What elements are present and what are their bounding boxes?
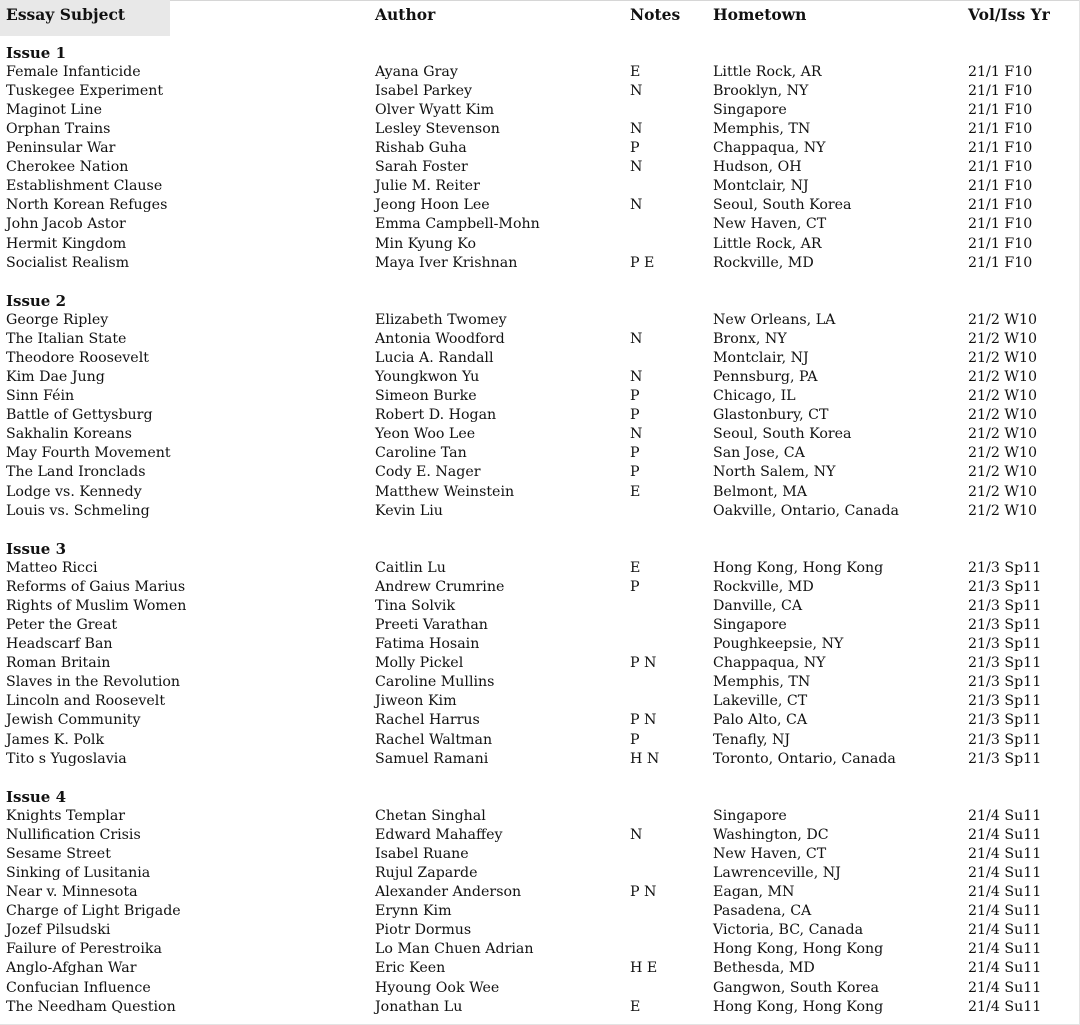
cell-essay-subject: Slaves in the Revolution — [6, 674, 181, 691]
cell-vol-iss-yr: 21/2 W10 — [968, 502, 1038, 519]
cell-essay-subject: Lincoln and Roosevelt — [6, 693, 166, 710]
cell-vol-iss-yr: 21/1 F10 — [968, 254, 1033, 271]
cell-vol-iss-yr: 21/1 F10 — [968, 83, 1033, 100]
cell-essay-subject: Hermit Kingdom — [6, 235, 127, 252]
cell-author: Simeon Burke — [375, 388, 477, 405]
cell-vol-iss-yr: 21/3 Sp11 — [968, 712, 1042, 729]
cell-author: Youngkwon Yu — [375, 369, 480, 386]
cell-author: Lucia A. Randall — [375, 350, 494, 367]
issue-heading — [0, 540, 1080, 559]
cell-vol-iss-yr: 21/4 Su11 — [968, 846, 1042, 863]
cell-vol-iss-yr: 21/1 F10 — [968, 64, 1033, 81]
cell-author: Rachel Waltman — [375, 731, 493, 748]
issue-title: Issue 1 — [6, 44, 67, 62]
cell-hometown: Memphis, TN — [713, 674, 811, 691]
table-row — [0, 444, 1080, 463]
cell-essay-subject: Knights Templar — [6, 808, 126, 825]
table-row — [0, 559, 1080, 578]
cell-notes: N — [630, 121, 643, 138]
cell-notes: P E — [630, 254, 655, 271]
table-row — [0, 387, 1080, 406]
cell-author: Samuel Ramani — [375, 750, 489, 767]
cell-essay-subject: Matteo Ricci — [6, 560, 98, 577]
header-hometown: Hometown — [713, 5, 807, 24]
cell-vol-iss-yr: 21/1 F10 — [968, 102, 1033, 119]
cell-vol-iss-yr: 21/1 F10 — [968, 121, 1033, 138]
table-row — [0, 711, 1080, 730]
cell-hometown: Palo Alto, CA — [713, 712, 808, 729]
table-row — [0, 578, 1080, 597]
cell-hometown: San Jose, CA — [713, 445, 805, 462]
table-row — [0, 254, 1080, 273]
cell-essay-subject: The Needham Question — [6, 998, 176, 1015]
cell-vol-iss-yr: 21/4 Su11 — [968, 865, 1042, 882]
cell-essay-subject: Confucian Influence — [6, 979, 151, 996]
cell-essay-subject: Kim Dae Jung — [6, 369, 105, 386]
table-row — [0, 807, 1080, 826]
table-row — [0, 692, 1080, 711]
cell-hometown: Glastonbury, CT — [713, 407, 829, 424]
table-row — [0, 463, 1080, 482]
table-row — [0, 845, 1080, 864]
table-row — [0, 654, 1080, 673]
issue-title: Issue 4 — [6, 788, 67, 806]
cell-hometown: Hong Kong, Hong Kong — [713, 560, 884, 577]
cell-vol-iss-yr: 21/1 F10 — [968, 140, 1033, 157]
cell-hometown: Singapore — [713, 617, 787, 634]
cell-essay-subject: Louis vs. Schmeling — [6, 502, 150, 519]
cell-essay-subject: Sesame Street — [6, 846, 111, 863]
cell-vol-iss-yr: 21/1 F10 — [968, 235, 1033, 252]
cell-author: Alexander Anderson — [375, 884, 522, 901]
cell-hometown: Chicago, IL — [713, 388, 796, 405]
cell-notes: N — [630, 159, 643, 176]
cell-hometown: Montclair, NJ — [713, 350, 809, 367]
table-row — [0, 864, 1080, 883]
cell-hometown: Singapore — [713, 102, 787, 119]
cell-author: Hyoung Ook Wee — [375, 979, 500, 996]
cell-notes: H E — [630, 960, 658, 977]
table-row — [0, 616, 1080, 635]
cell-notes: N — [630, 369, 643, 386]
cell-author: Rishab Guha — [375, 140, 467, 157]
table-row — [0, 921, 1080, 940]
cell-author: Yeon Woo Lee — [375, 426, 476, 443]
cell-hometown: Pennsburg, PA — [713, 369, 818, 386]
header-essay-subject: Essay Subject — [6, 5, 126, 24]
cell-essay-subject: Maginot Line — [6, 102, 102, 119]
cell-notes: N — [630, 827, 643, 844]
cell-hometown: Seoul, South Korea — [713, 197, 852, 214]
cell-hometown: Seoul, South Korea — [713, 426, 852, 443]
cell-vol-iss-yr: 21/4 Su11 — [968, 884, 1042, 901]
cell-notes: P — [630, 579, 640, 596]
cell-notes: P — [630, 388, 640, 405]
cell-vol-iss-yr: 21/1 F10 — [968, 216, 1033, 233]
cell-author: Caroline Mullins — [375, 674, 495, 691]
cell-hometown: Little Rock, AR — [713, 235, 822, 252]
cell-vol-iss-yr: 21/3 Sp11 — [968, 617, 1042, 634]
header-vol-iss-yr: Vol/Iss Yr — [968, 5, 1050, 24]
cell-vol-iss-yr: 21/1 F10 — [968, 159, 1033, 176]
header-row — [0, 5, 1080, 24]
cell-hometown: Tenafly, NJ — [713, 731, 791, 748]
table-row — [0, 750, 1080, 769]
cell-essay-subject: Anglo-Afghan War — [6, 960, 137, 977]
cell-hometown: Bronx, NY — [713, 331, 787, 348]
table-row — [0, 959, 1080, 978]
cell-essay-subject: Orphan Trains — [6, 121, 111, 138]
cell-vol-iss-yr: 21/2 W10 — [968, 445, 1038, 462]
cell-hometown: Eagan, MN — [713, 884, 795, 901]
cell-vol-iss-yr: 21/4 Su11 — [968, 903, 1042, 920]
cell-hometown: Hong Kong, Hong Kong — [713, 998, 884, 1015]
cell-author: Jeong Hoon Lee — [375, 197, 490, 214]
table-row — [0, 349, 1080, 368]
cell-hometown: Poughkeepsie, NY — [713, 636, 844, 653]
cell-vol-iss-yr: 21/2 W10 — [968, 388, 1038, 405]
cell-hometown: Montclair, NJ — [713, 178, 809, 195]
cell-hometown: New Haven, CT — [713, 846, 827, 863]
cell-hometown: Washington, DC — [713, 827, 829, 844]
header-notes: Notes — [630, 5, 681, 24]
table-row — [0, 902, 1080, 921]
cell-essay-subject: John Jacob Astor — [6, 216, 126, 233]
table-row — [0, 483, 1080, 502]
cell-author: Caitlin Lu — [375, 560, 446, 577]
cell-essay-subject: Jozef Pilsudski — [6, 922, 111, 939]
cell-hometown: Gangwon, South Korea — [713, 979, 879, 996]
table-row — [0, 177, 1080, 196]
cell-essay-subject: Nullification Crisis — [6, 827, 141, 844]
table-row — [0, 139, 1080, 158]
cell-essay-subject: Socialist Realism — [6, 254, 130, 271]
cell-essay-subject: Peninsular War — [6, 140, 116, 157]
table-row — [0, 597, 1080, 616]
cell-essay-subject: Female Infanticide — [6, 64, 141, 81]
cell-vol-iss-yr: 21/2 W10 — [968, 312, 1038, 329]
cell-notes: N — [630, 331, 643, 348]
cell-essay-subject: Roman Britain — [6, 655, 111, 672]
cell-hometown: Little Rock, AR — [713, 64, 822, 81]
cell-hometown: Chappaqua, NY — [713, 655, 826, 672]
cell-author: Edward Mahaffey — [375, 827, 503, 844]
cell-essay-subject: North Korean Refuges — [6, 197, 168, 214]
table-row — [0, 158, 1080, 177]
cell-hometown: Oakville, Ontario, Canada — [713, 502, 899, 519]
top-divider — [170, 0, 1080, 1]
cell-hometown: Lakeville, CT — [713, 693, 808, 710]
cell-author: Matthew Weinstein — [375, 483, 515, 500]
cell-essay-subject: Tito s Yugoslavia — [6, 750, 127, 767]
table-row — [0, 368, 1080, 387]
cell-vol-iss-yr: 21/3 Sp11 — [968, 560, 1042, 577]
table-row — [0, 406, 1080, 425]
cell-notes: P N — [630, 712, 657, 729]
table-row — [0, 120, 1080, 139]
cell-hometown: Pasadena, CA — [713, 903, 812, 920]
cell-notes: E — [630, 483, 641, 500]
cell-essay-subject: James K. Polk — [6, 731, 105, 748]
cell-hometown: New Orleans, LA — [713, 312, 836, 329]
cell-hometown: Rockville, MD — [713, 254, 814, 271]
cell-notes: P — [630, 731, 640, 748]
cell-essay-subject: Reforms of Gaius Marius — [6, 579, 186, 596]
cell-author: Lesley Stevenson — [375, 121, 500, 138]
cell-vol-iss-yr: 21/4 Su11 — [968, 998, 1042, 1015]
table-row — [0, 998, 1080, 1017]
cell-essay-subject: Jewish Community — [6, 712, 141, 729]
cell-hometown: Bethesda, MD — [713, 960, 815, 977]
cell-essay-subject: Theodore Roosevelt — [6, 350, 149, 367]
cell-author: Kevin Liu — [375, 502, 443, 519]
cell-essay-subject: Sinking of Lusitania — [6, 865, 151, 882]
cell-essay-subject: Peter the Great — [6, 617, 118, 634]
cell-author: Piotr Dormus — [375, 922, 472, 939]
cell-vol-iss-yr: 21/3 Sp11 — [968, 598, 1042, 615]
cell-essay-subject: Establishment Clause — [6, 178, 163, 195]
cell-notes: P N — [630, 655, 657, 672]
cell-vol-iss-yr: 21/4 Su11 — [968, 922, 1042, 939]
cell-author: Antonia Woodford — [375, 331, 505, 348]
cell-author: Julie M. Reiter — [375, 178, 480, 195]
cell-hometown: Victoria, BC, Canada — [713, 922, 864, 939]
cell-essay-subject: Cherokee Nation — [6, 159, 129, 176]
cell-vol-iss-yr: 21/2 W10 — [968, 331, 1038, 348]
cell-vol-iss-yr: 21/3 Sp11 — [968, 731, 1042, 748]
cell-vol-iss-yr: 21/4 Su11 — [968, 827, 1042, 844]
cell-author: Maya Iver Krishnan — [375, 254, 518, 271]
table-row — [0, 235, 1080, 254]
cell-essay-subject: Headscarf Ban — [6, 636, 113, 653]
cell-vol-iss-yr: 21/1 F10 — [968, 178, 1033, 195]
cell-author: Ayana Gray — [375, 64, 458, 81]
cell-author: Isabel Ruane — [375, 846, 469, 863]
issue-heading — [0, 788, 1080, 807]
cell-vol-iss-yr: 21/3 Sp11 — [968, 750, 1042, 767]
cell-hometown: Lawrenceville, NJ — [713, 865, 841, 882]
issue-heading — [0, 44, 1080, 63]
cell-vol-iss-yr: 21/2 W10 — [968, 350, 1038, 367]
table-row — [0, 196, 1080, 215]
cell-vol-iss-yr: 21/3 Sp11 — [968, 674, 1042, 691]
cell-essay-subject: Charge of Light Brigade — [6, 903, 181, 920]
cell-notes: P — [630, 464, 640, 481]
cell-vol-iss-yr: 21/1 F10 — [968, 197, 1033, 214]
table-row — [0, 82, 1080, 101]
issue-heading — [0, 292, 1080, 311]
cell-hometown: Danville, CA — [713, 598, 803, 615]
cell-author: Fatima Hosain — [375, 636, 480, 653]
table-row — [0, 101, 1080, 120]
cell-essay-subject: Sinn Féin — [6, 388, 75, 405]
table-row — [0, 63, 1080, 82]
cell-author: Jiweon Kim — [375, 693, 457, 710]
cell-essay-subject: Rights of Muslim Women — [6, 598, 187, 615]
cell-hometown: Memphis, TN — [713, 121, 811, 138]
cell-essay-subject: Battle of Gettysburg — [6, 407, 153, 424]
table-row — [0, 635, 1080, 654]
table-row — [0, 731, 1080, 750]
header-author: Author — [375, 5, 436, 24]
cell-notes: E — [630, 64, 641, 81]
cell-essay-subject: Failure of Perestroika — [6, 941, 162, 958]
cell-notes: P N — [630, 884, 657, 901]
cell-author: Caroline Tan — [375, 445, 467, 462]
cell-author: Olver Wyatt Kim — [375, 102, 495, 119]
table-row — [0, 215, 1080, 234]
cell-vol-iss-yr: 21/4 Su11 — [968, 979, 1042, 996]
cell-author: Lo Man Chuen Adrian — [375, 941, 534, 958]
cell-hometown: Singapore — [713, 808, 787, 825]
cell-vol-iss-yr: 21/3 Sp11 — [968, 579, 1042, 596]
cell-notes: E — [630, 998, 641, 1015]
cell-vol-iss-yr: 21/4 Su11 — [968, 941, 1042, 958]
cell-hometown: Rockville, MD — [713, 579, 814, 596]
cell-vol-iss-yr: 21/3 Sp11 — [968, 636, 1042, 653]
cell-author: Isabel Parkey — [375, 83, 473, 100]
cell-author: Emma Campbell-Mohn — [375, 216, 540, 233]
cell-author: Min Kyung Ko — [375, 235, 477, 252]
cell-essay-subject: George Ripley — [6, 312, 109, 329]
cell-notes: N — [630, 197, 643, 214]
issue-title: Issue 2 — [6, 292, 67, 310]
cell-author: Robert D. Hogan — [375, 407, 497, 424]
cell-vol-iss-yr: 21/3 Sp11 — [968, 693, 1042, 710]
cell-hometown: New Haven, CT — [713, 216, 827, 233]
cell-author: Andrew Crumrine — [375, 579, 505, 596]
cell-essay-subject: Lodge vs. Kennedy — [6, 483, 142, 500]
cell-vol-iss-yr: 21/2 W10 — [968, 407, 1038, 424]
cell-essay-subject: The Italian State — [6, 331, 127, 348]
cell-author: Eric Keen — [375, 960, 446, 977]
cell-notes: P — [630, 140, 640, 157]
cell-vol-iss-yr: 21/3 Sp11 — [968, 655, 1042, 672]
cell-notes: P — [630, 445, 640, 462]
table-row — [0, 330, 1080, 349]
cell-vol-iss-yr: 21/2 W10 — [968, 369, 1038, 386]
cell-essay-subject: Sakhalin Koreans — [6, 426, 132, 443]
cell-vol-iss-yr: 21/2 W10 — [968, 483, 1038, 500]
cell-essay-subject: The Land Ironclads — [6, 464, 146, 481]
cell-vol-iss-yr: 21/2 W10 — [968, 464, 1038, 481]
cell-author: Rachel Harrus — [375, 712, 480, 729]
table-row — [0, 311, 1080, 330]
table-row — [0, 883, 1080, 902]
cell-hometown: Brooklyn, NY — [713, 83, 809, 100]
cell-hometown: Hudson, OH — [713, 159, 802, 176]
cell-notes: N — [630, 426, 643, 443]
cell-hometown: Belmont, MA — [713, 483, 807, 500]
cell-author: Sarah Foster — [375, 159, 468, 176]
cell-author: Molly Pickel — [375, 655, 464, 672]
cell-vol-iss-yr: 21/4 Su11 — [968, 808, 1042, 825]
cell-author: Chetan Singhal — [375, 808, 486, 825]
cell-notes: E — [630, 560, 641, 577]
cell-author: Rujul Zaparde — [375, 865, 478, 882]
issue-title: Issue 3 — [6, 540, 67, 558]
table-row — [0, 940, 1080, 959]
cell-vol-iss-yr: 21/2 W10 — [968, 426, 1038, 443]
cell-hometown: Hong Kong, Hong Kong — [713, 941, 884, 958]
cell-author: Tina Solvik — [375, 598, 456, 615]
cell-notes: H N — [630, 750, 660, 767]
table-row — [0, 502, 1080, 521]
cell-hometown: North Salem, NY — [713, 464, 836, 481]
cell-author: Jonathan Lu — [375, 998, 463, 1015]
cell-essay-subject: Tuskegee Experiment — [6, 83, 164, 100]
cell-hometown: Chappaqua, NY — [713, 140, 826, 157]
cell-notes: N — [630, 83, 643, 100]
cell-author: Erynn Kim — [375, 903, 452, 920]
cell-notes: P — [630, 407, 640, 424]
cell-hometown: Toronto, Ontario, Canada — [713, 750, 896, 767]
cell-essay-subject: May Fourth Movement — [6, 445, 171, 462]
cell-author: Preeti Varathan — [375, 617, 488, 634]
table-row — [0, 673, 1080, 692]
cell-vol-iss-yr: 21/4 Su11 — [968, 960, 1042, 977]
cell-essay-subject: Near v. Minnesota — [6, 884, 138, 901]
cell-author: Cody E. Nager — [375, 464, 481, 481]
table-row — [0, 425, 1080, 444]
table-row — [0, 979, 1080, 998]
cell-author: Elizabeth Twomey — [375, 312, 507, 329]
table-row — [0, 826, 1080, 845]
